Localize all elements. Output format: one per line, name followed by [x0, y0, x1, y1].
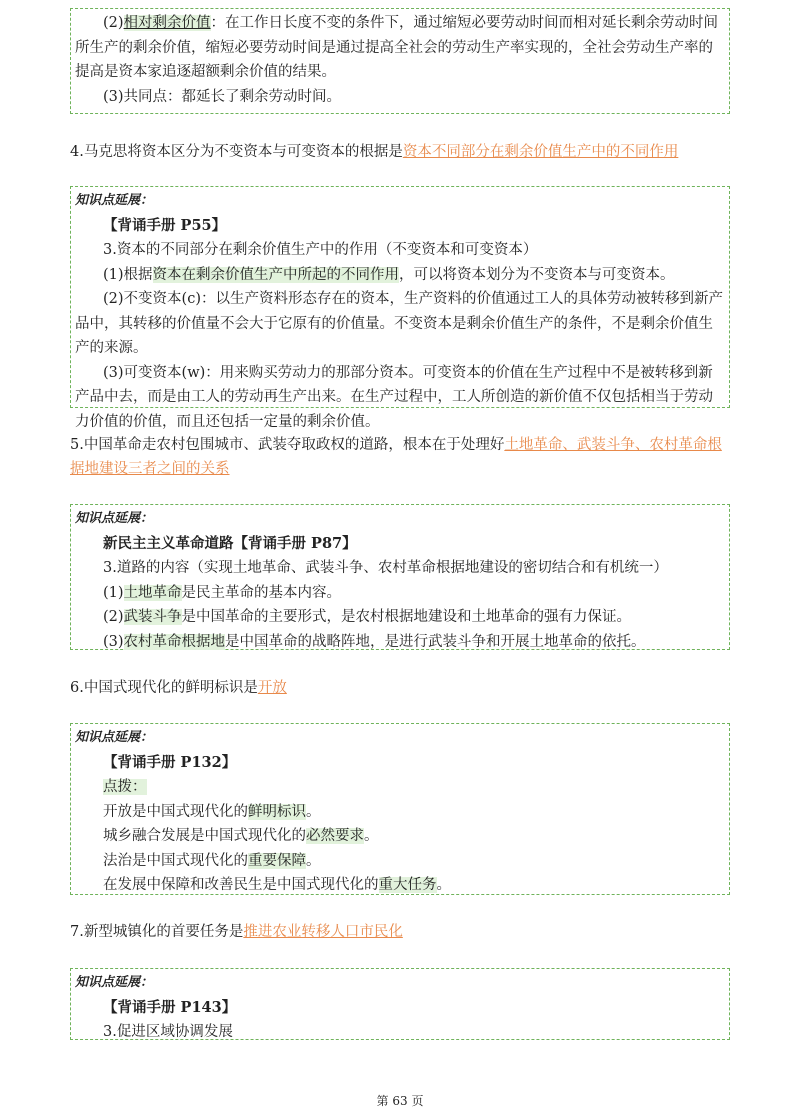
highlight-term: 相对剩余价值: [123, 15, 211, 31]
answer-text: 资本不同部分在剩余价值生产中的不同作用: [402, 144, 679, 160]
knowledge-box-3: [70, 504, 730, 650]
paragraph: 法治是中国式现代化的重要保障。: [103, 852, 321, 869]
question-6: 6.中国式现代化的鲜明标识是开放: [70, 680, 287, 696]
box-heading: 知识点延展：: [75, 511, 154, 526]
box-heading: 知识点延展：: [75, 193, 154, 208]
paragraph: (3)共同点：都延长了剩余劳动时间。: [103, 88, 342, 105]
highlight-term: 鲜明标识: [248, 803, 306, 820]
answer-text: 开放: [257, 680, 287, 696]
question-4: 4.马克思将资本区分为不变资本与可变资本的根据是资本不同部分在剩余价值生产中的不同作用: [70, 144, 679, 160]
answer-text: 推进农业转移人口市民化: [243, 924, 403, 940]
handbook-ref: 【背诵手册 P143】: [103, 998, 237, 1016]
knowledge-box-5: [70, 968, 730, 1040]
answer-text: 土地革命、武装斗争、农村革命根据地建设三者之间的关系: [70, 437, 722, 477]
section-title: 新民主主义革命道路【背诵手册 P87】: [103, 534, 357, 552]
page-number: 第 63 页: [376, 1094, 424, 1108]
knowledge-box-1: [70, 8, 730, 114]
highlight-term: 武装斗争: [123, 609, 182, 625]
paragraph: 3.促进区域协调发展: [103, 1024, 233, 1040]
highlight-term: 资本在剩余价值生产中所起的不同作用: [152, 266, 400, 283]
paragraph: (1)根据资本在剩余价值生产中所起的不同作用，可以将资本划分为不变资本与可变资本。: [103, 266, 675, 283]
question-7: 7.新型城镇化的首要任务是推进农业转移人口市民化: [70, 924, 403, 940]
paragraph: 3.道路的内容（实现土地革命、武装斗争、农村革命根据地建设的密切结合和有机统一）: [103, 560, 668, 576]
question-5: 5.中国革命走农村包围城市、武装夺取政权的道路，根本在于处理好土地革命、武装斗争、农村革命根据地建设三者之间的关系: [70, 437, 722, 477]
paragraph: (1)土地革命是民主革命的基本内容。: [103, 584, 342, 601]
paragraph: 开放是中国式现代化的鲜明标识。: [103, 803, 321, 820]
highlight-term: 土地革命: [123, 584, 182, 601]
paragraph: (3)农村革命根据地是中国革命的战略阵地，是进行武装斗争和开展土地革命的依托。: [103, 633, 646, 650]
box-heading: 知识点延展：: [75, 730, 154, 745]
highlight-term: 农村革命根据地: [123, 633, 226, 650]
paragraph: (3)可变资本(w)：用来购买劳动力的那部分资本。可变资本的价值在生产过程中不是被转移到新产品中去，而是由工人的劳动再生产出来。在生产过程中，工人所创造的新价值不仅包括相当于劳动力价值的价值，而且还包括一定量的剩余价值。: [75, 364, 713, 430]
paragraph: 城乡融合发展是中国式现代化的必然要求。: [103, 828, 379, 844]
paragraph: 3.资本的不同部分在剩余价值生产中的作用（不变资本和可变资本）: [103, 242, 538, 258]
highlight-term: 必然要求: [306, 828, 364, 844]
paragraph: (2)武装斗争是中国革命的主要形式，是农村根据地建设和土地革命的强有力保证。: [103, 609, 632, 625]
handbook-ref: 【背诵手册 P55】: [103, 216, 227, 234]
knowledge-box-2: [70, 186, 730, 430]
box-heading: 知识点延展：: [75, 975, 154, 990]
highlight-term: 重要保障: [248, 852, 306, 869]
paragraph: (2)不变资本(c)：以生产资料形态存在的资本，生产资料的价值通过工人的具体劳动被转移到新产品中，其转移的价值量不会大于它原有的价值量。不变资本是剩余价值生产的条件，不是剩余价值生产的来源。: [75, 291, 723, 356]
tip-label: 点拨：: [103, 779, 147, 795]
highlight-term: 重大任务: [378, 877, 437, 893]
handbook-ref: 【背诵手册 P132】: [103, 753, 237, 771]
knowledge-box-4: [70, 723, 730, 895]
paragraph: (2)相对剩余价值：在工作日长度不变的条件下，通过缩短必要劳动时间而相对延长剩余劳动时间所生产的剩余价值，缩短必要劳动时间是通过提高全社会的劳动生产率实现的，全社会劳动生产率的提高是资本家追逐超额剩余价值的结果。: [75, 15, 719, 80]
paragraph: 在发展中保障和改善民生是中国式现代化的重大任务。: [103, 877, 451, 893]
